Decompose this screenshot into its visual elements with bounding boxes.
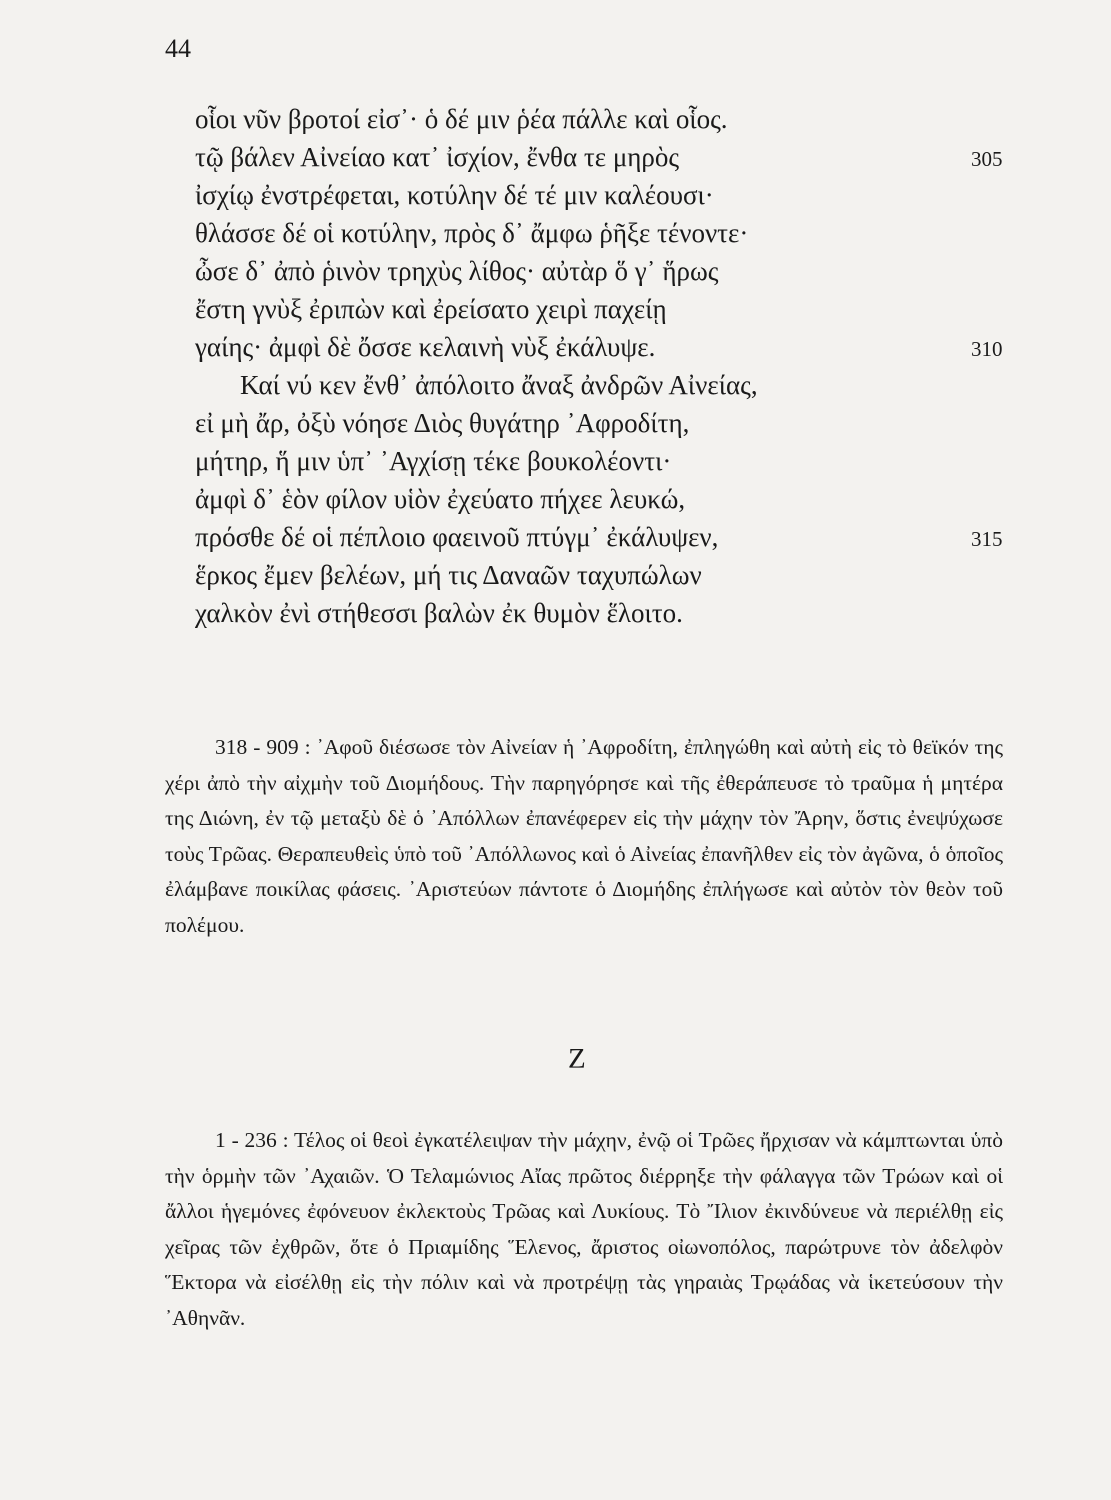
- verse-line: [195, 594, 1045, 632]
- verse-text: θλάσσε δέ οἱ κοτύλην, πρὸς δ᾽ ἄμφω ῥῆξε τένοντε·: [195, 218, 749, 248]
- verse-line: [195, 100, 1045, 138]
- verse-line: [195, 442, 1045, 480]
- verse-text: μήτηρ, ἥ μιν ὑπ᾽ ᾿Αγχίσῃ τέκε βουκολέοντι·: [195, 446, 672, 476]
- verse-text: οἷοι νῦν βροτοί εἰσ᾽· ὁ δέ μιν ῥέα πάλλε καὶ οἷος.: [195, 104, 728, 134]
- verse-text: γαίης· ἀμφὶ δὲ ὄσσε κελαινὴ νὺξ ἐκάλυψε.: [195, 332, 656, 362]
- verse-text: ἔστη γνὺξ ἐριπὼν καὶ ἐρείσατο χειρὶ παχείῃ: [195, 294, 667, 324]
- verse-line: [195, 138, 1045, 176]
- verse-line: [195, 176, 1045, 214]
- verse-text: χαλκὸν ἐνὶ στήθεσσι βαλὼν ἐκ θυμὸν ἕλοιτο.: [195, 598, 683, 628]
- verse-line: [195, 214, 1045, 252]
- verse-block: [195, 100, 1045, 632]
- verse-line: [195, 556, 1045, 594]
- verse-line: [195, 252, 1045, 290]
- page-number: 44: [165, 34, 191, 63]
- book-heading: Ζ: [568, 1043, 586, 1075]
- verse-text: ἕρκος ἔμεν βελέων, μή τις Δαναῶν ταχυπώλων: [195, 560, 702, 590]
- verse-text: εἰ μὴ ἄρ, ὀξὺ νόησε Διὸς θυγάτηρ ᾿Αφροδίτη,: [195, 408, 690, 438]
- verse-line: [195, 328, 1045, 366]
- verse-text: τῷ βάλεν Αἰνείαο κατ᾽ ἰσχίον, ἔνθα τε μηρὸς: [195, 142, 680, 172]
- verse-text: Καί νύ κεν ἔνθ᾽ ἀπόλοιτο ἄναξ ἀνδρῶν Αἰνείας,: [240, 370, 758, 400]
- verse-line: [195, 404, 1045, 442]
- verse-text: ὦσε δ᾽ ἀπὸ ῥινὸν τρηχὺς λίθος· αὐτὰρ ὅ γ᾽ ἥρως: [195, 256, 719, 286]
- line-number: 315: [971, 527, 1003, 551]
- verse-line: [195, 290, 1045, 328]
- summary-paragraph-book-z: 1 - 236 : Τέλος οἱ θεοὶ ἐγκατέλειψαν τὴν μάχην, ἐνῷ οἱ Τρῶες ἤρχισαν νὰ κάμπτωνται ὑπὸ τὴν ὁρμὴν τῶν ᾿Αχαιῶν. Ὁ Τελαμώνιος Αἴας πρῶτος διέρρηξε τὴν φάλαγγα τῶν Τρώων καὶ οἱ ἄλλοι ἡγεμόνες ἐφόνευον ἐκλεκτοὺς Τρῶας καὶ Λυκίους. Τὸ Ἴλιον ἐκινδύνευε νὰ περιέλθῃ εἰς χεῖρας τῶν ἐχθρῶν, ὅτε ὁ Πριαμίδης Ἕλενος, ἄριστος οἰωνοπόλος, παρώτρυνε τὸν ἀδελφὸν Ἕκτορα νὰ εἰσέλθῃ εἰς τὴν πόλιν καὶ νὰ προτρέψῃ τὰς γηραιὰς Τρῳάδας νὰ ἱκετεύσουν τὴν ᾿Αθηνᾶν.: [165, 1128, 1003, 1330]
- verse-text: πρόσθε δέ οἱ πέπλοιο φαεινοῦ πτύγμ᾽ ἐκάλυψεν,: [195, 522, 719, 552]
- verse-line: [195, 480, 1045, 518]
- line-number: 305: [971, 147, 1003, 171]
- verse-line: [195, 518, 1045, 556]
- verse-text: ἀμφὶ δ᾽ ἑὸν φίλον υἱὸν ἐχεύατο πήχεε λευκώ,: [195, 484, 686, 514]
- line-number: 310: [971, 337, 1003, 361]
- verse-text: ἰσχίῳ ἐνστρέφεται, κοτύλην δέ τέ μιν καλέουσι·: [195, 180, 714, 210]
- verse-line: [195, 366, 1045, 404]
- summary-paragraph-book-e: 318 - 909 : ᾿Αφοῦ διέσωσε τὸν Αἰνείαν ἡ ᾿Αφροδίτη, ἐπληγώθη καὶ αὐτὴ εἰς τὸ θεϊκόν της χέρι ἀπὸ τὴν αἰχμὴν τοῦ Διομήδους. Τὴν παρηγόρησε καὶ τῆς ἐθεράπευσε τὸ τραῦμα ἡ μητέρα της Διώνη, ἐν τῷ μεταξὺ δὲ ὁ ᾿Απόλλων ἐπανέφερεν εἰς τὴν μάχην τὸν Ἄρην, ὅστις ἐνεψύχωσε τοὺς Τρῶας. Θεραπευθεὶς ὑπὸ τοῦ ᾿Απόλλωνος καὶ ὁ Αἰνείας ἐπανῆλθεν εἰς τὸν ἀγῶνα, ὁ ὁποῖος ἐλάμβανε ποικίλας φάσεις. ᾿Αριστεύων πάντοτε ὁ Διομήδης ἐπλήγωσε καὶ αὐτὸν τὸν θεὸν τοῦ πολέμου.: [165, 735, 1003, 937]
